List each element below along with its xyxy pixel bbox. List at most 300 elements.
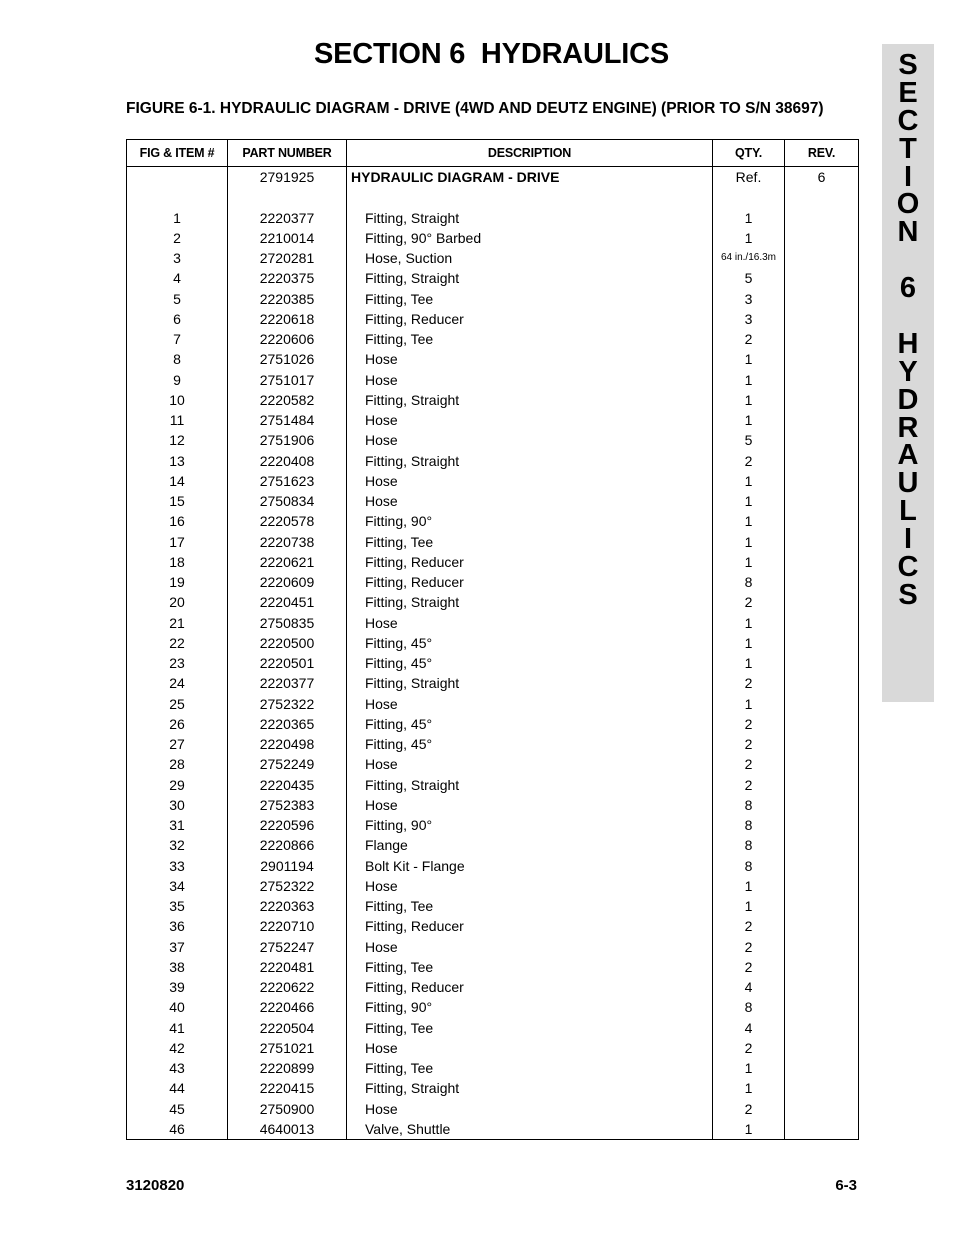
part-number: 2220375 — [228, 268, 347, 288]
table-row — [127, 268, 859, 288]
revision — [785, 673, 859, 693]
revision — [785, 1078, 859, 1098]
quantity: 1 — [713, 370, 785, 390]
revision — [785, 1099, 859, 1119]
quantity: 8 — [713, 795, 785, 815]
revision — [785, 815, 859, 835]
quantity: 1 — [713, 511, 785, 531]
quantity: 1 — [713, 613, 785, 633]
part-number: 2220710 — [228, 916, 347, 936]
table-header-row — [127, 140, 859, 167]
revision — [785, 754, 859, 774]
description: Fitting, 45° — [347, 734, 713, 754]
quantity: 1 — [713, 471, 785, 491]
item-number: 23 — [127, 653, 228, 673]
item-number: 42 — [127, 1038, 228, 1058]
part-number: 2220377 — [228, 673, 347, 693]
description: Flange — [347, 835, 713, 855]
quantity: 2 — [713, 714, 785, 734]
part-number: 2752249 — [228, 754, 347, 774]
quantity: 1 — [713, 633, 785, 653]
page-number: 6-3 — [835, 1177, 857, 1194]
quantity: 2 — [713, 592, 785, 612]
revision — [785, 511, 859, 531]
table-row — [127, 714, 859, 734]
quantity: 3 — [713, 289, 785, 309]
item-number: 2 — [127, 228, 228, 248]
part-number: 2220466 — [228, 997, 347, 1017]
table-row — [127, 329, 859, 349]
description: Fitting, Straight — [347, 592, 713, 612]
quantity: 1 — [713, 1119, 785, 1140]
parts-table — [126, 139, 859, 1140]
revision — [785, 532, 859, 552]
description: Hose — [347, 349, 713, 369]
part-number: 2220622 — [228, 977, 347, 997]
table-row — [127, 633, 859, 653]
assembly-qty: Ref. — [713, 167, 785, 188]
part-number: 2220582 — [228, 390, 347, 410]
description: Fitting, Tee — [347, 957, 713, 977]
part-number: 2220899 — [228, 1058, 347, 1078]
table-row — [127, 370, 859, 390]
table-row — [127, 572, 859, 592]
description: Hose — [347, 754, 713, 774]
description: Hose — [347, 1099, 713, 1119]
description: Hose — [347, 613, 713, 633]
item-number: 15 — [127, 491, 228, 511]
revision — [785, 289, 859, 309]
assembly-rev: 6 — [785, 167, 859, 188]
item-number: 26 — [127, 714, 228, 734]
description: Hose — [347, 471, 713, 491]
assembly-part-number: 2791925 — [228, 167, 347, 188]
quantity: 2 — [713, 916, 785, 936]
side-tab-letter: Y — [898, 355, 918, 388]
part-number: 2220481 — [228, 957, 347, 977]
part-number: 2220596 — [228, 815, 347, 835]
table-row — [127, 289, 859, 309]
description: Fitting, Tee — [347, 1058, 713, 1078]
table-row — [127, 1058, 859, 1078]
description: Fitting, 90° — [347, 997, 713, 1017]
table-row — [127, 390, 859, 410]
item-number: 19 — [127, 572, 228, 592]
description: Hose — [347, 1038, 713, 1058]
table-row — [127, 856, 859, 876]
revision — [785, 451, 859, 471]
table-row — [127, 430, 859, 450]
part-number: 4640013 — [228, 1119, 347, 1140]
item-number: 30 — [127, 795, 228, 815]
table-row — [127, 653, 859, 673]
part-number: 2720281 — [228, 248, 347, 268]
item-number: 46 — [127, 1119, 228, 1140]
item-number: 28 — [127, 754, 228, 774]
side-tab-letter: C — [897, 104, 919, 137]
item-number: 11 — [127, 410, 228, 430]
assembly-item — [127, 167, 228, 188]
item-number: 22 — [127, 633, 228, 653]
table-row — [127, 937, 859, 957]
revision — [785, 937, 859, 957]
revision — [785, 471, 859, 491]
revision — [785, 410, 859, 430]
part-number: 2220621 — [228, 552, 347, 572]
part-number: 2752383 — [228, 795, 347, 815]
description: Fitting, Reducer — [347, 977, 713, 997]
table-row — [127, 815, 859, 835]
part-number: 2220866 — [228, 835, 347, 855]
quantity: 1 — [713, 1058, 785, 1078]
part-number: 2220415 — [228, 1078, 347, 1098]
item-number: 40 — [127, 997, 228, 1017]
item-number: 12 — [127, 430, 228, 450]
item-number: 45 — [127, 1099, 228, 1119]
table-row — [127, 511, 859, 531]
revision — [785, 349, 859, 369]
part-number: 2220609 — [228, 572, 347, 592]
quantity: 3 — [713, 309, 785, 329]
side-tab-letters — [882, 49, 934, 611]
revision — [785, 734, 859, 754]
description: Fitting, Straight — [347, 1078, 713, 1098]
item-number: 27 — [127, 734, 228, 754]
side-tab-letter: D — [897, 383, 919, 416]
quantity: 1 — [713, 653, 785, 673]
side-tab-letter: H — [897, 327, 919, 360]
revision — [785, 896, 859, 916]
assembly-description: HYDRAULIC DIAGRAM - DRIVE — [347, 167, 713, 188]
quantity: 1 — [713, 390, 785, 410]
item-number: 14 — [127, 471, 228, 491]
quantity: 2 — [713, 937, 785, 957]
quantity: 4 — [713, 1018, 785, 1038]
revision — [785, 856, 859, 876]
part-number: 2210014 — [228, 228, 347, 248]
revision — [785, 1058, 859, 1078]
part-number: 2220498 — [228, 734, 347, 754]
description: Fitting, Tee — [347, 1018, 713, 1038]
item-number: 6 — [127, 309, 228, 329]
part-number: 2220363 — [228, 896, 347, 916]
side-tab-letter — [882, 303, 934, 331]
revision — [785, 370, 859, 390]
description: Fitting, Tee — [347, 896, 713, 916]
item-number: 18 — [127, 552, 228, 572]
item-number: 24 — [127, 673, 228, 693]
side-tab-letter: S — [898, 49, 918, 81]
revision — [785, 430, 859, 450]
table-row — [127, 451, 859, 471]
description: Fitting, 45° — [347, 714, 713, 734]
description: Fitting, 90° — [347, 511, 713, 531]
quantity: 2 — [713, 1099, 785, 1119]
item-number: 31 — [127, 815, 228, 835]
table-row — [127, 471, 859, 491]
document-number: 3120820 — [126, 1177, 185, 1194]
quantity: 8 — [713, 997, 785, 1017]
description: Hose, Suction — [347, 248, 713, 268]
revision — [785, 1119, 859, 1140]
part-number: 2220408 — [228, 451, 347, 471]
quantity: 1 — [713, 349, 785, 369]
quantity: 2 — [713, 451, 785, 471]
part-number: 2751017 — [228, 370, 347, 390]
revision — [785, 916, 859, 936]
description: Valve, Shuttle — [347, 1119, 713, 1140]
item-number: 10 — [127, 390, 228, 410]
description: Hose — [347, 937, 713, 957]
revision — [785, 1038, 859, 1058]
revision — [785, 329, 859, 349]
description: Hose — [347, 410, 713, 430]
item-number: 41 — [127, 1018, 228, 1038]
item-number: 38 — [127, 957, 228, 977]
side-tab-letter: I — [903, 523, 913, 556]
revision — [785, 309, 859, 329]
revision — [785, 694, 859, 714]
part-number: 2220606 — [228, 329, 347, 349]
part-number: 2750835 — [228, 613, 347, 633]
revision — [785, 1018, 859, 1038]
quantity: 2 — [713, 957, 785, 977]
quantity: 1 — [713, 1078, 785, 1098]
item-number: 32 — [127, 835, 228, 855]
table-row — [127, 552, 859, 572]
quantity: 2 — [713, 775, 785, 795]
revision — [785, 613, 859, 633]
revision — [785, 248, 859, 268]
item-number: 36 — [127, 916, 228, 936]
part-number: 2752322 — [228, 694, 347, 714]
table-row — [127, 896, 859, 916]
description: Hose — [347, 795, 713, 815]
table-row — [127, 795, 859, 815]
description: Fitting, Reducer — [347, 572, 713, 592]
table-row — [127, 754, 859, 774]
table-row — [127, 997, 859, 1017]
table-row — [127, 228, 859, 248]
quantity: 5 — [713, 430, 785, 450]
table-row — [127, 916, 859, 936]
item-number: 3 — [127, 248, 228, 268]
table-row — [127, 1119, 859, 1140]
description: Fitting, 90° — [347, 815, 713, 835]
part-number: 2751026 — [228, 349, 347, 369]
revision — [785, 714, 859, 734]
quantity: 1 — [713, 410, 785, 430]
item-number: 39 — [127, 977, 228, 997]
table-row — [127, 248, 859, 268]
revision — [785, 957, 859, 977]
description: Fitting, Tee — [347, 289, 713, 309]
revision — [785, 572, 859, 592]
revision — [785, 228, 859, 248]
part-number: 2220451 — [228, 592, 347, 612]
table-row — [127, 1018, 859, 1038]
col-header-rev: REV. — [785, 140, 859, 167]
item-number: 7 — [127, 329, 228, 349]
description: Fitting, Tee — [347, 532, 713, 552]
section-side-tab — [882, 44, 934, 702]
col-header-qty: QTY. — [713, 140, 785, 167]
part-number: 2752322 — [228, 876, 347, 896]
description: Fitting, Straight — [347, 208, 713, 228]
description: Fitting, Straight — [347, 390, 713, 410]
table-row — [127, 208, 859, 228]
quantity: 8 — [713, 856, 785, 876]
part-number: 2752247 — [228, 937, 347, 957]
description: Hose — [347, 694, 713, 714]
item-number: 9 — [127, 370, 228, 390]
item-number: 44 — [127, 1078, 228, 1098]
part-number: 2220738 — [228, 532, 347, 552]
side-tab-letter: C — [897, 551, 919, 584]
table-row — [127, 349, 859, 369]
part-number: 2220385 — [228, 289, 347, 309]
table-row — [127, 775, 859, 795]
table-row — [127, 876, 859, 896]
item-number: 43 — [127, 1058, 228, 1078]
quantity: 1 — [713, 694, 785, 714]
description: Fitting, 45° — [347, 653, 713, 673]
revision — [785, 552, 859, 572]
description: Fitting, Straight — [347, 451, 713, 471]
item-number: 13 — [127, 451, 228, 471]
table-row — [127, 410, 859, 430]
revision — [785, 268, 859, 288]
description: Hose — [347, 876, 713, 896]
part-number: 2220500 — [228, 633, 347, 653]
description: Fitting, 45° — [347, 633, 713, 653]
quantity: 64 in./16.3m — [713, 248, 785, 268]
table-row — [127, 1038, 859, 1058]
table-row — [127, 957, 859, 977]
description: Bolt Kit - Flange — [347, 856, 713, 876]
part-number: 2751484 — [228, 410, 347, 430]
table-row — [127, 613, 859, 633]
quantity: 2 — [713, 673, 785, 693]
table-row — [127, 532, 859, 552]
description: Fitting, Straight — [347, 268, 713, 288]
revision — [785, 208, 859, 228]
side-tab-letter: I — [903, 160, 913, 193]
quantity: 1 — [713, 208, 785, 228]
spacer-row — [127, 187, 859, 207]
quantity: 5 — [713, 268, 785, 288]
table-row — [127, 1078, 859, 1098]
table-row — [127, 977, 859, 997]
description: Fitting, Straight — [347, 673, 713, 693]
quantity: 2 — [713, 754, 785, 774]
side-tab-letter: L — [899, 495, 917, 528]
table-row — [127, 734, 859, 754]
revision — [785, 633, 859, 653]
side-tab-letter: N — [897, 216, 919, 249]
part-number: 2220504 — [228, 1018, 347, 1038]
side-tab-letter: S — [898, 578, 918, 611]
col-header-item: FIG & ITEM # — [127, 140, 228, 167]
revision — [785, 653, 859, 673]
revision — [785, 835, 859, 855]
part-number: 2220377 — [228, 208, 347, 228]
part-number: 2220501 — [228, 653, 347, 673]
side-tab-letter: A — [897, 439, 919, 472]
part-number: 2751623 — [228, 471, 347, 491]
item-number: 35 — [127, 896, 228, 916]
quantity: 8 — [713, 572, 785, 592]
side-tab-letter: U — [897, 467, 919, 500]
table-row — [127, 1099, 859, 1119]
item-number: 20 — [127, 592, 228, 612]
item-number: 21 — [127, 613, 228, 633]
table-row — [127, 694, 859, 714]
revision — [785, 491, 859, 511]
item-number: 34 — [127, 876, 228, 896]
col-header-description: DESCRIPTION — [347, 140, 713, 167]
part-number: 2750834 — [228, 491, 347, 511]
item-number: 8 — [127, 349, 228, 369]
side-tab-letter: R — [897, 411, 919, 444]
quantity: 2 — [713, 1038, 785, 1058]
revision — [785, 592, 859, 612]
quantity: 8 — [713, 835, 785, 855]
quantity: 1 — [713, 876, 785, 896]
revision — [785, 795, 859, 815]
revision — [785, 390, 859, 410]
quantity: 2 — [713, 734, 785, 754]
quantity: 2 — [713, 329, 785, 349]
part-number: 2220618 — [228, 309, 347, 329]
part-number: 2220365 — [228, 714, 347, 734]
quantity: 1 — [713, 552, 785, 572]
quantity: 1 — [713, 491, 785, 511]
quantity: 8 — [713, 815, 785, 835]
side-tab-letter — [882, 247, 934, 275]
item-number: 4 — [127, 268, 228, 288]
revision — [785, 977, 859, 997]
part-number: 2901194 — [228, 856, 347, 876]
side-tab-letter: E — [898, 76, 918, 109]
description: Hose — [347, 491, 713, 511]
part-number: 2751906 — [228, 430, 347, 450]
table-row — [127, 835, 859, 855]
description: Fitting, Reducer — [347, 552, 713, 572]
item-number: 29 — [127, 775, 228, 795]
item-number: 16 — [127, 511, 228, 531]
table-row — [127, 592, 859, 612]
col-header-part-number: PART NUMBER — [228, 140, 347, 167]
quantity: 1 — [713, 896, 785, 916]
part-number: 2220435 — [228, 775, 347, 795]
quantity: 1 — [713, 228, 785, 248]
table-row — [127, 491, 859, 511]
description: Fitting, Reducer — [347, 309, 713, 329]
revision — [785, 997, 859, 1017]
description: Fitting, Reducer — [347, 916, 713, 936]
item-number: 5 — [127, 289, 228, 309]
revision — [785, 876, 859, 896]
item-number: 33 — [127, 856, 228, 876]
item-number: 37 — [127, 937, 228, 957]
section-title: SECTION 6 HYDRAULICS — [313, 38, 670, 70]
table-row — [127, 673, 859, 693]
item-number: 25 — [127, 694, 228, 714]
description: Hose — [347, 430, 713, 450]
item-number: 17 — [127, 532, 228, 552]
description: Hose — [347, 370, 713, 390]
